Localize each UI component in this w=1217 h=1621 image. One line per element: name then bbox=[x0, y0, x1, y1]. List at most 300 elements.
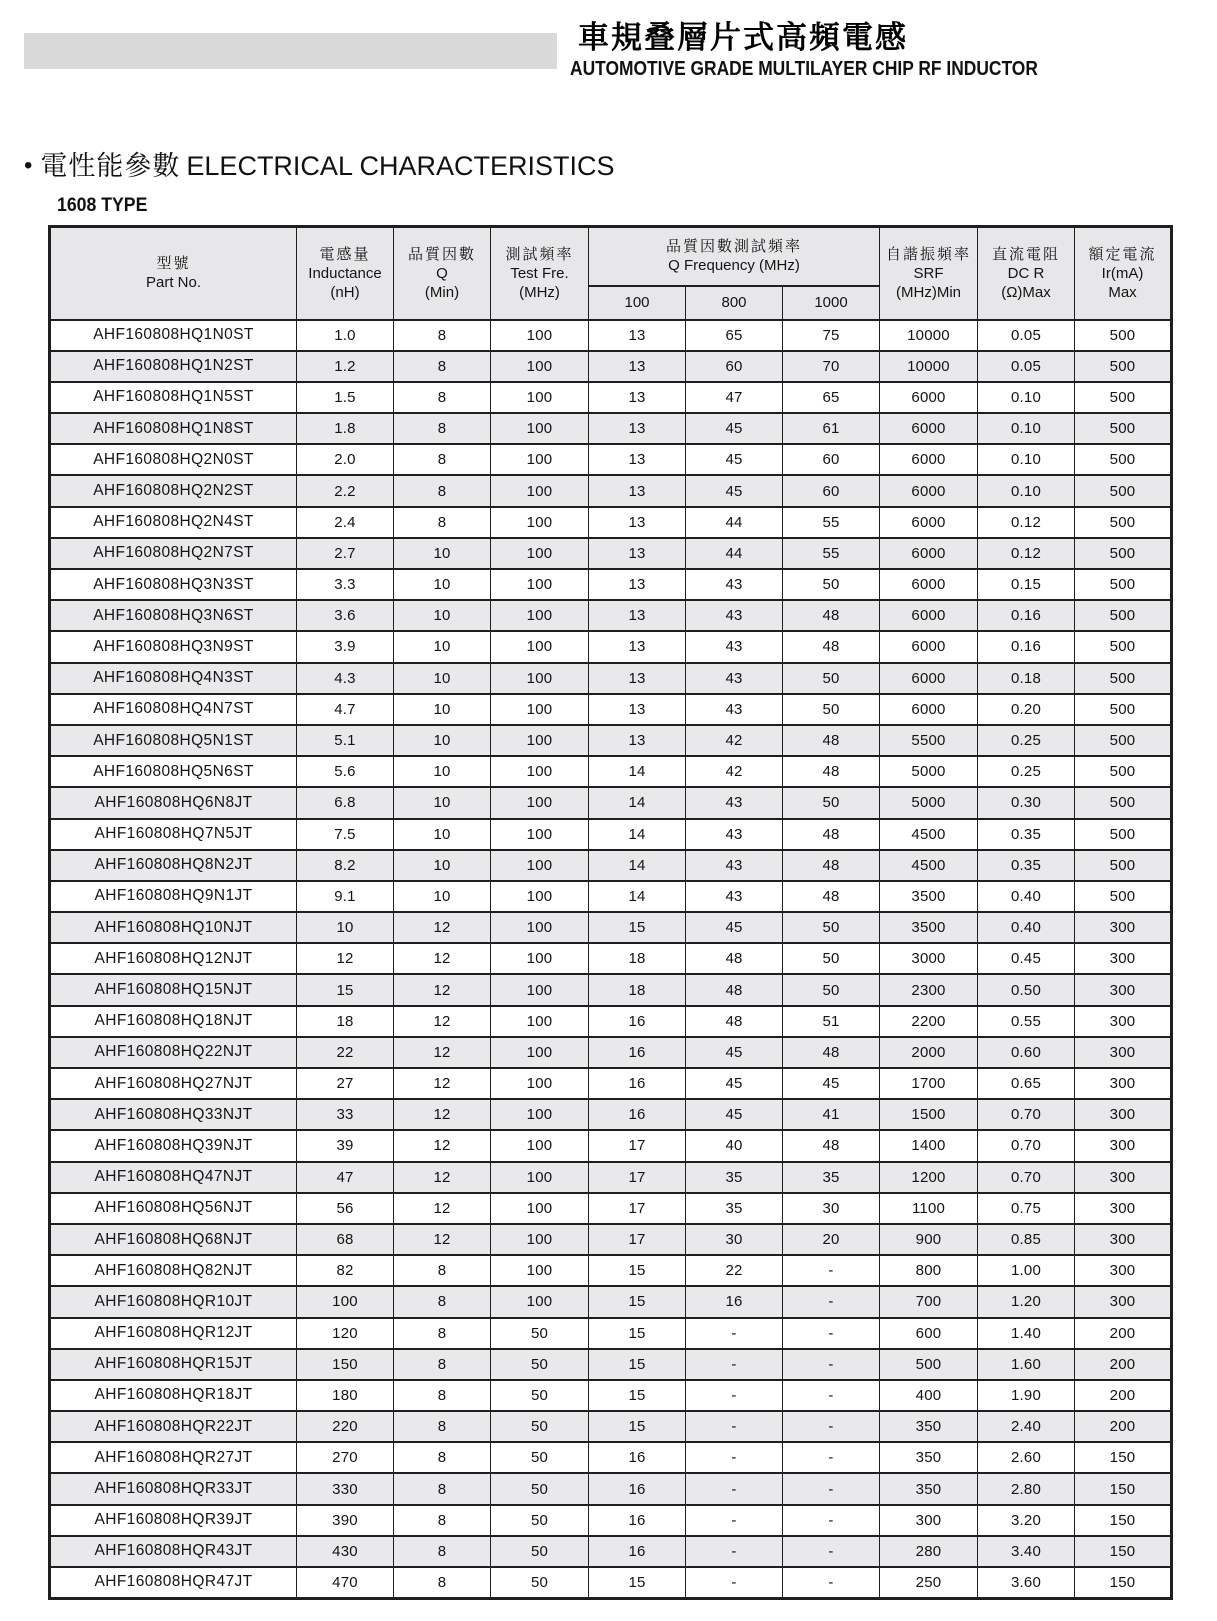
cell-srf-mhz-min: 3500 bbox=[880, 912, 978, 943]
cell-part-no: AHF160808HQ10NJT bbox=[50, 912, 297, 943]
cell-dcr-ohm-max: 2.80 bbox=[978, 1473, 1075, 1504]
cell-test-freq-mhz: 100 bbox=[491, 850, 589, 881]
cell-ir-ma-max: 500 bbox=[1075, 507, 1172, 538]
cell-q-min: 12 bbox=[394, 1162, 491, 1193]
cell-test-freq-mhz: 100 bbox=[491, 1130, 589, 1161]
cell-inductance-nh: 6.8 bbox=[297, 787, 394, 818]
cell-srf-mhz-min: 2300 bbox=[880, 974, 978, 1005]
cell-ir-ma-max: 300 bbox=[1075, 974, 1172, 1005]
cell-q-at-1000mhz: 51 bbox=[783, 1006, 880, 1037]
table-row bbox=[50, 1130, 1172, 1161]
cell-srf-mhz-min: 2000 bbox=[880, 1037, 978, 1068]
cell-dcr-ohm-max: 2.40 bbox=[978, 1411, 1075, 1442]
cell-ir-ma-max: 500 bbox=[1075, 600, 1172, 631]
cell-dcr-ohm-max: 0.16 bbox=[978, 631, 1075, 662]
cell-q-at-1000mhz: - bbox=[783, 1255, 880, 1286]
table-row bbox=[50, 507, 1172, 538]
col-header-q-at-100mhz: 100 bbox=[589, 286, 686, 320]
cell-test-freq-mhz: 100 bbox=[491, 819, 589, 850]
cell-q-min: 12 bbox=[394, 974, 491, 1005]
cell-part-no: AHF160808HQ1N5ST bbox=[50, 382, 297, 413]
cell-ir-ma-max: 200 bbox=[1075, 1380, 1172, 1411]
cell-q-at-100mhz: 13 bbox=[589, 694, 686, 725]
cell-q-at-100mhz: 13 bbox=[589, 413, 686, 444]
cell-ir-ma-max: 500 bbox=[1075, 475, 1172, 506]
cell-q-at-800mhz: - bbox=[686, 1349, 783, 1380]
table-row bbox=[50, 663, 1172, 694]
cell-part-no: AHF160808HQ1N8ST bbox=[50, 413, 297, 444]
cell-ir-ma-max: 300 bbox=[1075, 1130, 1172, 1161]
cell-test-freq-mhz: 50 bbox=[491, 1411, 589, 1442]
cell-part-no: AHF160808HQR43JT bbox=[50, 1536, 297, 1567]
cell-q-at-1000mhz: 65 bbox=[783, 382, 880, 413]
cell-inductance-nh: 18 bbox=[297, 1006, 394, 1037]
cell-q-at-100mhz: 13 bbox=[589, 507, 686, 538]
cell-test-freq-mhz: 100 bbox=[491, 1286, 589, 1317]
cell-part-no: AHF160808HQ56NJT bbox=[50, 1193, 297, 1224]
cell-inductance-nh: 5.6 bbox=[297, 756, 394, 787]
cell-q-at-800mhz: 48 bbox=[686, 1006, 783, 1037]
table-row bbox=[50, 756, 1172, 787]
bullet-icon: • bbox=[24, 152, 33, 179]
cell-part-no: AHF160808HQ7N5JT bbox=[50, 819, 297, 850]
cell-q-at-1000mhz: 70 bbox=[783, 351, 880, 382]
cell-inductance-nh: 1.2 bbox=[297, 351, 394, 382]
cell-inductance-nh: 3.3 bbox=[297, 569, 394, 600]
cell-srf-mhz-min: 1400 bbox=[880, 1130, 978, 1161]
cell-inductance-nh: 150 bbox=[297, 1349, 394, 1380]
table-row bbox=[50, 1380, 1172, 1411]
section-title-cn: 電性能參數 bbox=[40, 151, 181, 182]
section-title-en: ELECTRICAL CHARACTERISTICS bbox=[186, 151, 615, 181]
cell-q-min: 10 bbox=[394, 600, 491, 631]
cell-q-at-1000mhz: - bbox=[783, 1473, 880, 1504]
cell-q-min: 10 bbox=[394, 787, 491, 818]
table-row bbox=[50, 1567, 1172, 1598]
cell-q-at-1000mhz: 48 bbox=[783, 631, 880, 662]
cell-dcr-ohm-max: 0.70 bbox=[978, 1130, 1075, 1161]
cell-q-at-1000mhz: 48 bbox=[783, 819, 880, 850]
cell-q-at-100mhz: 15 bbox=[589, 1255, 686, 1286]
table-row bbox=[50, 413, 1172, 444]
cell-q-at-800mhz: - bbox=[686, 1473, 783, 1504]
cell-ir-ma-max: 500 bbox=[1075, 320, 1172, 351]
cell-q-at-1000mhz: 50 bbox=[783, 569, 880, 600]
table-row bbox=[50, 1006, 1172, 1037]
cell-q-at-1000mhz: 55 bbox=[783, 507, 880, 538]
cell-ir-ma-max: 500 bbox=[1075, 382, 1172, 413]
cell-srf-mhz-min: 350 bbox=[880, 1442, 978, 1473]
cell-dcr-ohm-max: 0.50 bbox=[978, 974, 1075, 1005]
cell-inductance-nh: 15 bbox=[297, 974, 394, 1005]
cell-q-at-100mhz: 17 bbox=[589, 1193, 686, 1224]
cell-dcr-ohm-max: 0.12 bbox=[978, 507, 1075, 538]
cell-dcr-ohm-max: 0.25 bbox=[978, 725, 1075, 756]
cell-part-no: AHF160808HQ2N4ST bbox=[50, 507, 297, 538]
cell-test-freq-mhz: 100 bbox=[491, 1037, 589, 1068]
cell-srf-mhz-min: 6000 bbox=[880, 444, 978, 475]
cell-inductance-nh: 82 bbox=[297, 1255, 394, 1286]
cell-q-at-100mhz: 17 bbox=[589, 1130, 686, 1161]
cell-q-at-800mhz: 48 bbox=[686, 974, 783, 1005]
cell-q-at-100mhz: 16 bbox=[589, 1037, 686, 1068]
cell-part-no: AHF160808HQ22NJT bbox=[50, 1037, 297, 1068]
cell-q-at-1000mhz: 50 bbox=[783, 663, 880, 694]
cell-q-min: 10 bbox=[394, 725, 491, 756]
cell-q-at-1000mhz: 75 bbox=[783, 320, 880, 351]
cell-q-at-1000mhz: 50 bbox=[783, 912, 880, 943]
cell-q-at-100mhz: 13 bbox=[589, 725, 686, 756]
cell-q-at-100mhz: 15 bbox=[589, 1380, 686, 1411]
cell-dcr-ohm-max: 3.40 bbox=[978, 1536, 1075, 1567]
cell-ir-ma-max: 300 bbox=[1075, 1037, 1172, 1068]
table-row bbox=[50, 912, 1172, 943]
cell-q-min: 8 bbox=[394, 1442, 491, 1473]
cell-q-at-800mhz: 48 bbox=[686, 943, 783, 974]
cell-srf-mhz-min: 4500 bbox=[880, 819, 978, 850]
cell-srf-mhz-min: 1700 bbox=[880, 1068, 978, 1099]
cell-ir-ma-max: 150 bbox=[1075, 1473, 1172, 1504]
cell-part-no: AHF160808HQ2N2ST bbox=[50, 475, 297, 506]
cell-dcr-ohm-max: 0.12 bbox=[978, 538, 1075, 569]
cell-q-at-1000mhz: 48 bbox=[783, 756, 880, 787]
table-row bbox=[50, 1349, 1172, 1380]
cell-q-min: 8 bbox=[394, 444, 491, 475]
cell-dcr-ohm-max: 0.40 bbox=[978, 912, 1075, 943]
cell-ir-ma-max: 200 bbox=[1075, 1349, 1172, 1380]
cell-q-at-800mhz: 47 bbox=[686, 382, 783, 413]
cell-srf-mhz-min: 300 bbox=[880, 1505, 978, 1536]
cell-dcr-ohm-max: 1.20 bbox=[978, 1286, 1075, 1317]
product-title-cn: 車規叠層片式高頻電感 bbox=[578, 20, 908, 56]
cell-inductance-nh: 180 bbox=[297, 1380, 394, 1411]
cell-inductance-nh: 1.0 bbox=[297, 320, 394, 351]
cell-test-freq-mhz: 100 bbox=[491, 663, 589, 694]
table-header bbox=[50, 227, 1172, 320]
cell-dcr-ohm-max: 0.35 bbox=[978, 850, 1075, 881]
cell-part-no: AHF160808HQ68NJT bbox=[50, 1224, 297, 1255]
cell-part-no: AHF160808HQ4N3ST bbox=[50, 663, 297, 694]
cell-inductance-nh: 22 bbox=[297, 1037, 394, 1068]
cell-dcr-ohm-max: 0.10 bbox=[978, 382, 1075, 413]
cell-q-at-1000mhz: 35 bbox=[783, 1162, 880, 1193]
cell-part-no: AHF160808HQR47JT bbox=[50, 1567, 297, 1598]
cell-dcr-ohm-max: 0.05 bbox=[978, 351, 1075, 382]
cell-q-min: 8 bbox=[394, 507, 491, 538]
cell-q-min: 12 bbox=[394, 1130, 491, 1161]
cell-srf-mhz-min: 10000 bbox=[880, 351, 978, 382]
cell-ir-ma-max: 200 bbox=[1075, 1318, 1172, 1349]
table-body bbox=[50, 320, 1172, 1599]
cell-q-at-1000mhz: 50 bbox=[783, 974, 880, 1005]
col-header-q-at-800mhz: 800 bbox=[686, 286, 783, 320]
cell-inductance-nh: 8.2 bbox=[297, 850, 394, 881]
cell-ir-ma-max: 500 bbox=[1075, 881, 1172, 912]
cell-inductance-nh: 10 bbox=[297, 912, 394, 943]
col-header-inductance: 電感量 Inductance (nH) bbox=[297, 227, 394, 320]
cell-inductance-nh: 390 bbox=[297, 1505, 394, 1536]
cell-q-min: 8 bbox=[394, 1286, 491, 1317]
cell-ir-ma-max: 300 bbox=[1075, 1286, 1172, 1317]
cell-q-at-1000mhz: 20 bbox=[783, 1224, 880, 1255]
cell-test-freq-mhz: 100 bbox=[491, 320, 589, 351]
cell-test-freq-mhz: 100 bbox=[491, 1255, 589, 1286]
cell-part-no: AHF160808HQ1N0ST bbox=[50, 320, 297, 351]
cell-test-freq-mhz: 100 bbox=[491, 538, 589, 569]
cell-q-at-800mhz: - bbox=[686, 1318, 783, 1349]
cell-ir-ma-max: 150 bbox=[1075, 1536, 1172, 1567]
table-row bbox=[50, 444, 1172, 475]
col-header-dcr: 直流電阻 DC R (Ω)Max bbox=[978, 227, 1075, 320]
cell-q-at-100mhz: 18 bbox=[589, 974, 686, 1005]
cell-test-freq-mhz: 100 bbox=[491, 912, 589, 943]
cell-ir-ma-max: 150 bbox=[1075, 1505, 1172, 1536]
cell-q-min: 8 bbox=[394, 382, 491, 413]
cell-q-at-800mhz: 44 bbox=[686, 507, 783, 538]
cell-q-at-800mhz: 40 bbox=[686, 1130, 783, 1161]
cell-inductance-nh: 470 bbox=[297, 1567, 394, 1598]
cell-dcr-ohm-max: 0.16 bbox=[978, 600, 1075, 631]
cell-q-at-800mhz: 43 bbox=[686, 663, 783, 694]
cell-srf-mhz-min: 1500 bbox=[880, 1099, 978, 1130]
cell-part-no: AHF160808HQR12JT bbox=[50, 1318, 297, 1349]
cell-part-no: AHF160808HQ5N1ST bbox=[50, 725, 297, 756]
cell-q-min: 10 bbox=[394, 631, 491, 662]
cell-ir-ma-max: 500 bbox=[1075, 850, 1172, 881]
table-row bbox=[50, 600, 1172, 631]
cell-srf-mhz-min: 6000 bbox=[880, 413, 978, 444]
cell-q-at-100mhz: 16 bbox=[589, 1536, 686, 1567]
table-row bbox=[50, 631, 1172, 662]
table-row bbox=[50, 1473, 1172, 1504]
cell-dcr-ohm-max: 0.10 bbox=[978, 475, 1075, 506]
cell-q-at-800mhz: 44 bbox=[686, 538, 783, 569]
cell-q-at-100mhz: 16 bbox=[589, 1473, 686, 1504]
table-row bbox=[50, 1224, 1172, 1255]
cell-srf-mhz-min: 6000 bbox=[880, 600, 978, 631]
cell-test-freq-mhz: 100 bbox=[491, 1162, 589, 1193]
cell-q-at-100mhz: 13 bbox=[589, 538, 686, 569]
cell-part-no: AHF160808HQ6N8JT bbox=[50, 787, 297, 818]
cell-inductance-nh: 270 bbox=[297, 1442, 394, 1473]
cell-q-at-100mhz: 16 bbox=[589, 1442, 686, 1473]
cell-part-no: AHF160808HQR27JT bbox=[50, 1442, 297, 1473]
cell-test-freq-mhz: 100 bbox=[491, 1224, 589, 1255]
cell-q-min: 8 bbox=[394, 351, 491, 382]
table-row bbox=[50, 1442, 1172, 1473]
cell-q-at-800mhz: 60 bbox=[686, 351, 783, 382]
cell-inductance-nh: 7.5 bbox=[297, 819, 394, 850]
table-row bbox=[50, 1411, 1172, 1442]
cell-q-at-100mhz: 15 bbox=[589, 1318, 686, 1349]
cell-q-at-100mhz: 15 bbox=[589, 1349, 686, 1380]
cell-q-at-800mhz: 43 bbox=[686, 694, 783, 725]
cell-ir-ma-max: 300 bbox=[1075, 1068, 1172, 1099]
cell-ir-ma-max: 500 bbox=[1075, 351, 1172, 382]
col-header-q-at-1000mhz: 1000 bbox=[783, 286, 880, 320]
cell-q-min: 10 bbox=[394, 663, 491, 694]
cell-srf-mhz-min: 6000 bbox=[880, 569, 978, 600]
cell-test-freq-mhz: 50 bbox=[491, 1473, 589, 1504]
cell-q-at-100mhz: 16 bbox=[589, 1006, 686, 1037]
cell-test-freq-mhz: 100 bbox=[491, 507, 589, 538]
cell-inductance-nh: 33 bbox=[297, 1099, 394, 1130]
cell-inductance-nh: 100 bbox=[297, 1286, 394, 1317]
cell-inductance-nh: 5.1 bbox=[297, 725, 394, 756]
cell-q-min: 12 bbox=[394, 1068, 491, 1099]
cell-part-no: AHF160808HQ1N2ST bbox=[50, 351, 297, 382]
cell-q-at-100mhz: 14 bbox=[589, 819, 686, 850]
cell-inductance-nh: 47 bbox=[297, 1162, 394, 1193]
table-row bbox=[50, 382, 1172, 413]
product-title-en: AUTOMOTIVE GRADE MULTILAYER CHIP RF INDUCTOR bbox=[570, 58, 1038, 80]
cell-srf-mhz-min: 800 bbox=[880, 1255, 978, 1286]
cell-ir-ma-max: 300 bbox=[1075, 1162, 1172, 1193]
cell-ir-ma-max: 300 bbox=[1075, 1255, 1172, 1286]
cell-q-at-800mhz: 42 bbox=[686, 725, 783, 756]
cell-dcr-ohm-max: 3.20 bbox=[978, 1505, 1075, 1536]
cell-test-freq-mhz: 100 bbox=[491, 943, 589, 974]
cell-part-no: AHF160808HQ12NJT bbox=[50, 943, 297, 974]
cell-dcr-ohm-max: 1.60 bbox=[978, 1349, 1075, 1380]
cell-q-at-1000mhz: 50 bbox=[783, 943, 880, 974]
cell-part-no: AHF160808HQR39JT bbox=[50, 1505, 297, 1536]
cell-q-at-1000mhz: 48 bbox=[783, 850, 880, 881]
cell-q-at-800mhz: 16 bbox=[686, 1286, 783, 1317]
cell-dcr-ohm-max: 0.85 bbox=[978, 1224, 1075, 1255]
cell-test-freq-mhz: 50 bbox=[491, 1536, 589, 1567]
cell-q-at-1000mhz: - bbox=[783, 1442, 880, 1473]
cell-dcr-ohm-max: 0.15 bbox=[978, 569, 1075, 600]
cell-dcr-ohm-max: 1.00 bbox=[978, 1255, 1075, 1286]
cell-q-at-800mhz: 43 bbox=[686, 631, 783, 662]
cell-q-at-100mhz: 13 bbox=[589, 569, 686, 600]
cell-test-freq-mhz: 50 bbox=[491, 1505, 589, 1536]
cell-q-min: 8 bbox=[394, 1255, 491, 1286]
cell-part-no: AHF160808HQ47NJT bbox=[50, 1162, 297, 1193]
cell-test-freq-mhz: 50 bbox=[491, 1380, 589, 1411]
cell-q-min: 10 bbox=[394, 694, 491, 725]
cell-q-at-800mhz: 30 bbox=[686, 1224, 783, 1255]
cell-srf-mhz-min: 6000 bbox=[880, 475, 978, 506]
cell-srf-mhz-min: 6000 bbox=[880, 694, 978, 725]
cell-srf-mhz-min: 1200 bbox=[880, 1162, 978, 1193]
table-row bbox=[50, 475, 1172, 506]
col-header-part-no: 型號 Part No. bbox=[50, 227, 297, 320]
cell-dcr-ohm-max: 1.90 bbox=[978, 1380, 1075, 1411]
cell-q-at-1000mhz: - bbox=[783, 1411, 880, 1442]
cell-part-no: AHF160808HQ33NJT bbox=[50, 1099, 297, 1130]
cell-inductance-nh: 2.0 bbox=[297, 444, 394, 475]
cell-q-at-800mhz: 65 bbox=[686, 320, 783, 351]
cell-q-min: 12 bbox=[394, 1224, 491, 1255]
electrical-characteristics-table bbox=[48, 225, 1173, 1600]
cell-test-freq-mhz: 100 bbox=[491, 475, 589, 506]
cell-q-at-100mhz: 15 bbox=[589, 1411, 686, 1442]
cell-q-min: 8 bbox=[394, 1567, 491, 1598]
table-row bbox=[50, 694, 1172, 725]
cell-q-at-100mhz: 14 bbox=[589, 881, 686, 912]
cell-inductance-nh: 3.9 bbox=[297, 631, 394, 662]
cell-test-freq-mhz: 100 bbox=[491, 413, 589, 444]
cell-test-freq-mhz: 100 bbox=[491, 569, 589, 600]
table-row bbox=[50, 881, 1172, 912]
cell-q-min: 8 bbox=[394, 413, 491, 444]
cell-q-at-100mhz: 17 bbox=[589, 1224, 686, 1255]
cell-part-no: AHF160808HQ5N6ST bbox=[50, 756, 297, 787]
cell-q-at-100mhz: 13 bbox=[589, 475, 686, 506]
cell-dcr-ohm-max: 2.60 bbox=[978, 1442, 1075, 1473]
cell-dcr-ohm-max: 3.60 bbox=[978, 1567, 1075, 1598]
cell-part-no: AHF160808HQ39NJT bbox=[50, 1130, 297, 1161]
cell-dcr-ohm-max: 0.70 bbox=[978, 1162, 1075, 1193]
cell-dcr-ohm-max: 0.55 bbox=[978, 1006, 1075, 1037]
cell-q-at-800mhz: 43 bbox=[686, 600, 783, 631]
cell-srf-mhz-min: 2200 bbox=[880, 1006, 978, 1037]
table-row bbox=[50, 1099, 1172, 1130]
cell-q-at-1000mhz: - bbox=[783, 1349, 880, 1380]
cell-q-at-100mhz: 13 bbox=[589, 320, 686, 351]
cell-inductance-nh: 220 bbox=[297, 1411, 394, 1442]
cell-q-min: 10 bbox=[394, 850, 491, 881]
cell-q-at-1000mhz: 60 bbox=[783, 475, 880, 506]
cell-q-min: 10 bbox=[394, 569, 491, 600]
cell-inductance-nh: 1.5 bbox=[297, 382, 394, 413]
cell-q-at-800mhz: 42 bbox=[686, 756, 783, 787]
cell-inductance-nh: 39 bbox=[297, 1130, 394, 1161]
cell-ir-ma-max: 200 bbox=[1075, 1411, 1172, 1442]
table-row bbox=[50, 787, 1172, 818]
cell-q-at-100mhz: 16 bbox=[589, 1505, 686, 1536]
cell-q-min: 8 bbox=[394, 320, 491, 351]
cell-q-min: 12 bbox=[394, 1099, 491, 1130]
cell-inductance-nh: 2.4 bbox=[297, 507, 394, 538]
header-accent-bar bbox=[24, 33, 557, 69]
cell-ir-ma-max: 500 bbox=[1075, 756, 1172, 787]
cell-q-at-800mhz: 45 bbox=[686, 1099, 783, 1130]
cell-inductance-nh: 120 bbox=[297, 1318, 394, 1349]
cell-q-at-800mhz: - bbox=[686, 1505, 783, 1536]
cell-q-at-1000mhz: 48 bbox=[783, 1037, 880, 1068]
cell-q-at-100mhz: 13 bbox=[589, 382, 686, 413]
table-row bbox=[50, 974, 1172, 1005]
cell-q-at-100mhz: 14 bbox=[589, 787, 686, 818]
cell-q-at-1000mhz: 48 bbox=[783, 725, 880, 756]
cell-q-at-1000mhz: - bbox=[783, 1567, 880, 1598]
cell-ir-ma-max: 500 bbox=[1075, 694, 1172, 725]
cell-part-no: AHF160808HQ8N2JT bbox=[50, 850, 297, 881]
cell-ir-ma-max: 500 bbox=[1075, 413, 1172, 444]
table-row bbox=[50, 725, 1172, 756]
cell-inductance-nh: 56 bbox=[297, 1193, 394, 1224]
cell-q-min: 8 bbox=[394, 1473, 491, 1504]
cell-q-at-100mhz: 13 bbox=[589, 444, 686, 475]
cell-q-at-1000mhz: 30 bbox=[783, 1193, 880, 1224]
cell-q-min: 8 bbox=[394, 1505, 491, 1536]
cell-ir-ma-max: 300 bbox=[1075, 912, 1172, 943]
cell-q-at-100mhz: 13 bbox=[589, 351, 686, 382]
cell-q-at-800mhz: 35 bbox=[686, 1193, 783, 1224]
cell-q-at-800mhz: 45 bbox=[686, 1068, 783, 1099]
cell-srf-mhz-min: 6000 bbox=[880, 663, 978, 694]
cell-inductance-nh: 9.1 bbox=[297, 881, 394, 912]
cell-q-at-1000mhz: 50 bbox=[783, 787, 880, 818]
table-row bbox=[50, 1193, 1172, 1224]
cell-srf-mhz-min: 350 bbox=[880, 1411, 978, 1442]
cell-inductance-nh: 2.2 bbox=[297, 475, 394, 506]
table-row bbox=[50, 351, 1172, 382]
cell-srf-mhz-min: 5000 bbox=[880, 756, 978, 787]
